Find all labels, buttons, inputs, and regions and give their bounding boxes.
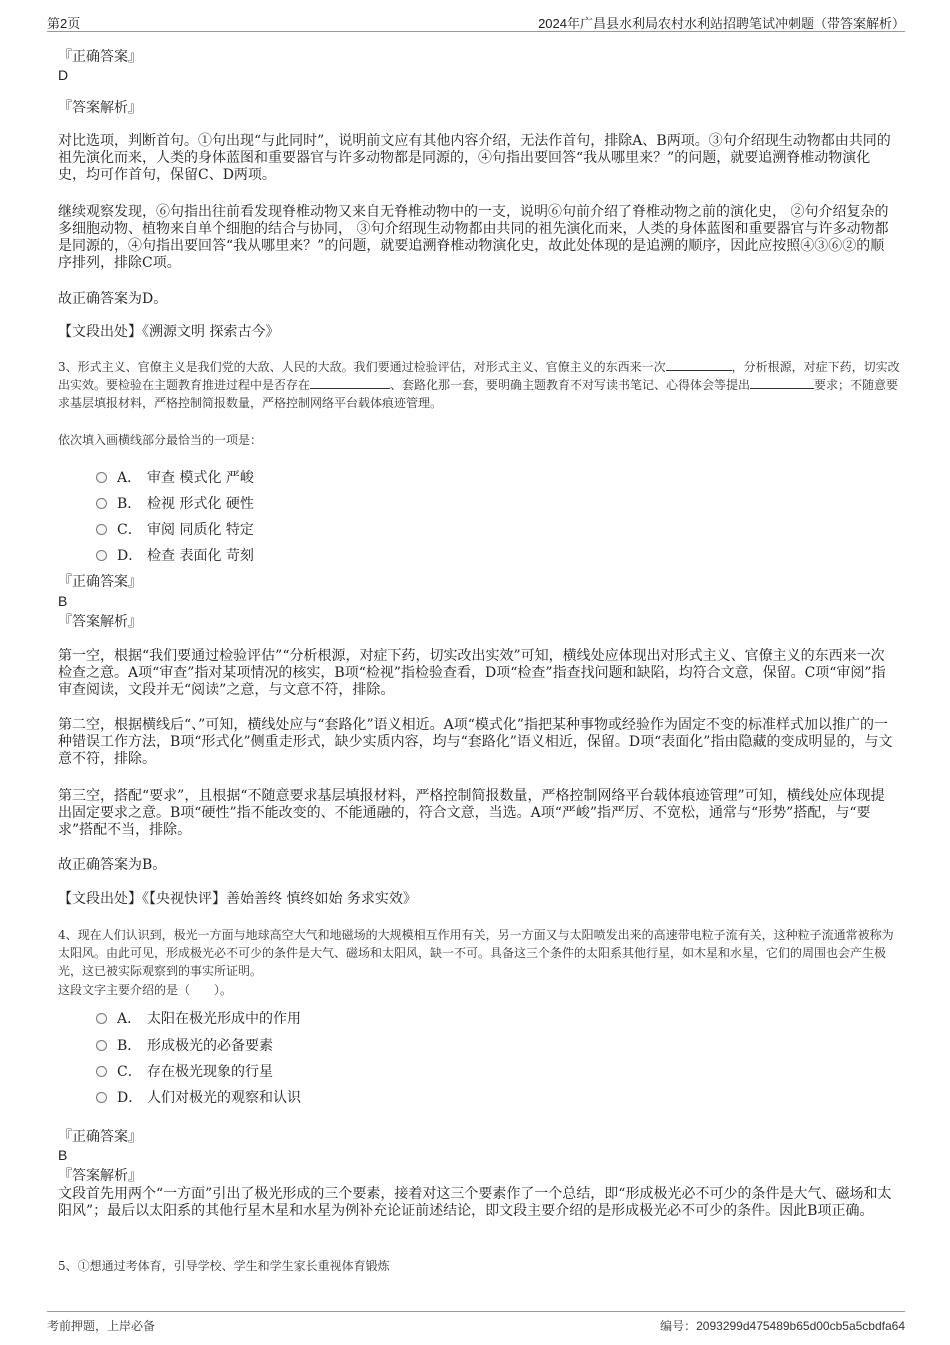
q4-option-b[interactable]: B． 形成极光的必备要素 [96, 1035, 273, 1055]
q3-option-c[interactable]: C． 审阅 同质化 特定 [96, 519, 254, 539]
q4-analysis-p1: 文段首先用两个“一方面”引出了极光形成的三个要素，接着对这三个要素作了一个总结，即“形成极光必不可少的条件是大气、磁场和太阳风”；最后以太阳系的其他行星木星和水星为例补充论证前述结论，即文段主要介绍的是形成极光必不可少的条件。因此B项正确。 [58, 1186, 892, 1219]
q3-source: 【文段出处】《【央视快评】善始善终 慎终如始 务求实效》 [58, 891, 417, 907]
q2-analysis-p2: 继续观察发现，⑥句指出往前看发现脊椎动物又来自无脊椎动物中的一支，说明⑥句前介绍了脊椎动物之前的演化史， ②句介绍复杂的多细胞动物、植物来自单个细胞的结合与协同， ③句介绍现生动物都由共同的祖先演化而来，人类的身体蓝图和重要器官与许多动物都是同源的，④句指出要回答“我从哪里来？”的问题，就要追溯脊椎动物演化史，故此处体现的是追溯的顺序，因此应按照④③⑥②的顺序排列，排除C项。 [58, 204, 889, 271]
q2-analysis-label: 『答案解析』 [58, 100, 142, 116]
radio-icon[interactable] [96, 1040, 107, 1051]
q3-option-a[interactable]: A． 审查 模式化 严峻 [96, 467, 254, 487]
page-number: 第2页 [47, 16, 81, 31]
q3-option-b[interactable]: B． 检视 形式化 硬性 [96, 493, 254, 513]
page-footer [47, 1311, 905, 1339]
q3-analysis-p3: 第三空，搭配“要求”，且根据“不随意要求基层填报材料，严格控制简报数量，严格控制网络平台载体痕迹管理”可知，横线处应体现提出固定要求之意。B项“硬性”指不能改变的、不能通融的，符合文意，当选。A项“严峻”指严厉、不宽松，通常与“形势”搭配，与“要求”搭配不当，排除。 [58, 788, 885, 838]
q3-option-d[interactable]: D． 检查 表面化 苛刻 [96, 545, 254, 565]
q4-stem: 4、现在人们认识到，极光一方面与地球高空大气和地磁场的大规模相互作用有关，另一方面又与太阳喷发出来的高速带电粒子流有关，这种粒子流通常被称为太阳风。由此可见，形成极光必不可少的条件是大气、磁场和太阳风，缺一不可。具备这三个条件的太阳系其他行星，如木星和水星，它们的周围也会产生极光，这已被实际观察到的事实所证明。 [58, 928, 894, 978]
q2-answer-label: 『正确答案』 [58, 49, 142, 65]
q4-analysis-label: 『答案解析』 [58, 1168, 142, 1184]
q4-question: 这段文字主要介绍的是（ ）。 [58, 983, 233, 997]
page-header [47, 10, 905, 32]
q3-instruction: 依次填入画横线部分最恰当的一项是： [58, 433, 263, 447]
q3-analysis-p2: 第二空，根据横线后“、”可知，横线处应与“套路化”语义相近。A项“模式化”指把某种事物或经验作为固定不变的标准样式加以推广的一种错误工作方法，B项“形式化”侧重走形式，缺少实质内容，均与“套路化”语义相近，保留。D项“表面化”指由隐藏的变成明显的，与文意不符，排除。 [58, 717, 893, 767]
q4-option-c[interactable]: C． 存在极光现象的行星 [96, 1061, 273, 1081]
q3-answer-label: 『正确答案』 [58, 574, 142, 590]
q2-conclusion: 故正确答案为D。 [58, 291, 168, 307]
radio-icon[interactable] [96, 1066, 107, 1077]
q2-answer: D [58, 67, 69, 83]
radio-icon[interactable] [96, 1092, 107, 1103]
footer-slogan: 考前押题，上岸必备 [47, 1319, 156, 1333]
blank-3 [750, 377, 814, 389]
q2-analysis-p1: 对比选项，判断首句。①句出现“与此同时”，说明前文应有其他内容介绍，无法作首句，排除A、B两项。③句介绍现生动物都由共同的祖先演化而来，人类的身体蓝图和重要器官与许多动物都是同源的，④句指出要回答“我从哪里来？”的问题，就要追溯脊椎动物演化史，均可作首句，保留C、D两项。 [58, 133, 891, 183]
blank-1 [666, 359, 732, 371]
q3-conclusion: 故正确答案为B。 [58, 857, 167, 873]
document-title: 2024年广昌县水利局农村水利站招聘笔试冲刺题（带答案解析） [538, 16, 905, 31]
q4-answer-label: 『正确答案』 [58, 1129, 142, 1145]
q3-analysis-label: 『答案解析』 [58, 614, 142, 630]
q3-stem: 3、形式主义、官僚主义是我们党的大敌、人民的大敌。我们要通过检验评估，对形式主义、官僚主义的东西来一次 ，分析根源，对症下药，切实改出实效。要检验在主题教育推进过程中是否存在 、套路化那一套，要明确主题教育不对写读书笔记、心得体会等提出 要求；不随意要求基层填报材料，严格控制简报数量，严格控制网络平台载体痕迹管理。 [58, 360, 900, 410]
q5-stem: 5、①想通过考体育，引导学校、学生和学生家长重视体育锻炼 [58, 1259, 390, 1273]
radio-icon[interactable] [96, 472, 107, 483]
q4-option-d[interactable]: D． 人们对极光的观察和认识 [96, 1087, 301, 1107]
radio-icon[interactable] [96, 1013, 107, 1024]
q3-answer: B [58, 593, 68, 609]
radio-icon[interactable] [96, 498, 107, 509]
q4-option-a[interactable]: A． 太阳在极光形成中的作用 [96, 1008, 301, 1028]
blank-2 [310, 377, 390, 389]
document-code: 编号：2093299d475489b65d00cb5a5cbdfa64 [660, 1319, 905, 1333]
radio-icon[interactable] [96, 550, 107, 561]
q2-source: 【文段出处】《溯源文明 探索古今》 [58, 324, 280, 340]
radio-icon[interactable] [96, 524, 107, 535]
q3-analysis-p1: 第一空，根据“我们要通过检验评估”“分析根源，对症下药，切实改出实效”可知，横线处应体现出对形式主义、官僚主义的东西来一次检查之意。A项“审查”指对某项情况的核实，B项“检视”指检验查看，D项“检查”指查找问题和缺陷，均符合文意，保留。C项“审阅”指审查阅读，文段并无“阅读”之意，与文意不符，排除。 [58, 648, 886, 698]
q4-answer: B [58, 1147, 68, 1163]
